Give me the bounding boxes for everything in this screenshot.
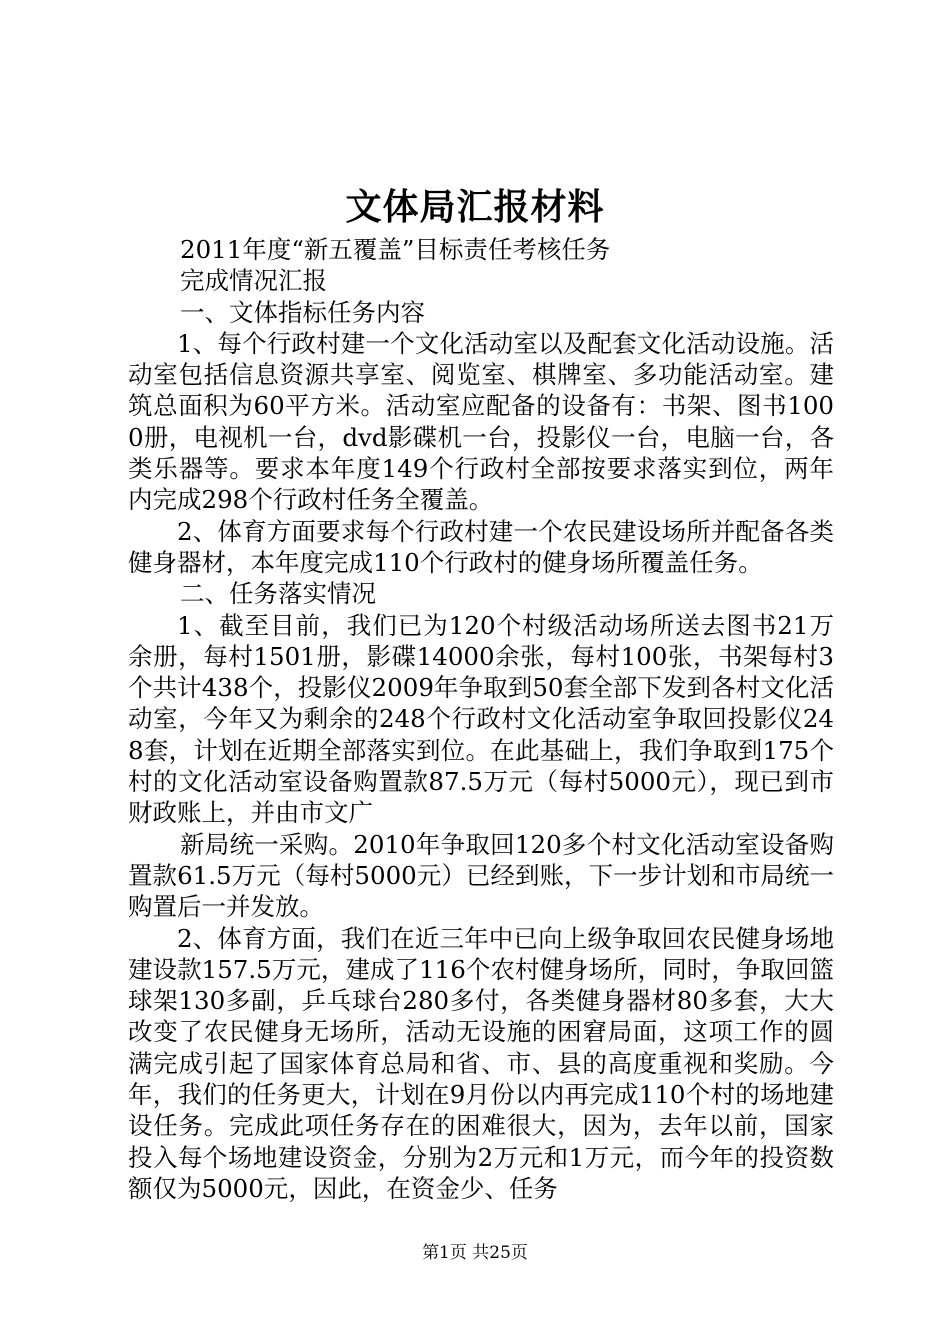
- paragraph-progress-culture: 1、截至目前，我们已为120个村级活动场所送去图书21万余册，每村1501册，影碟14000余张，每村100张，书架每村3个共计438个，投影仪2009年争取到50套全部下发到各村文化活动室，今年又为剩余的248个行政村文化活动室争取回投影仪248套，计划在近期全部落实到位。在此基础上，我们争取到175个村的文化活动室设备购置款87.5万元（每村5000元），现已到市财政账上，并由市文广: [128, 610, 834, 828]
- paragraph-progress-sports: 2、体育方面，我们在近三年中已向上级争取回农民健身场地建设款157.5万元，建成了116个农村健身场所，同时，争取回篮球架130多副，乒乓球台280多付，各类健身器材80多套，大大改变了农民健身无场所，活动无设施的困窘局面，这项工作的圆满完成引起了国家体育总局和省、市、县的高度重视和奖励。今年，我们的任务更大，计划在9月份以内再完成110个村的场地建设任务。完成此项任务存在的困难很大，因为，去年以前，国家投入每个场地建设资金，分别为2万元和1万元，而今年的投资数额仅为5000元，因此，在资金少、任务: [128, 923, 834, 1203]
- paragraph-procurement: 新局统一采购。2010年争取回120多个村文化活动室设备购置款61.5万元（每村5000元）已经到账，下一步计划和市局统一购置后一并发放。: [128, 829, 834, 922]
- page-number-footer: 第1页 共25页: [422, 1243, 528, 1263]
- document-body: [128, 234, 834, 1204]
- section-heading-2: 二、任务落实情况: [180, 579, 376, 609]
- paragraph-task-culture: 1、每个行政村建一个文化活动室以及配套文化活动设施。活动室包括信息资源共享室、阅览室、棋牌室、多功能活动室。建筑总面积为60平方米。活动室应配备的设备有：书架、图书1000册，电视机一台，dvd影碟机一台，投影仪一台，电脑一台，各类乐器等。要求本年度149个行政村全部按要求落实到位，两年内完成298个行政村任务全覆盖。: [128, 328, 834, 515]
- paragraph-task-sports: 2、体育方面要求每个行政村建一个农民建设场所并配备各类健身器材，本年度完成110个行政村的健身场所覆盖任务。: [128, 516, 834, 577]
- section-heading-1: 一、文体指标任务内容: [180, 297, 425, 327]
- document-title: 文体局汇报材料: [345, 187, 605, 228]
- paragraph-subtitle-2: 完成情况汇报: [180, 266, 327, 296]
- paragraph-subtitle-1: 2011年度“新五覆盖”目标责任考核任务: [180, 235, 611, 264]
